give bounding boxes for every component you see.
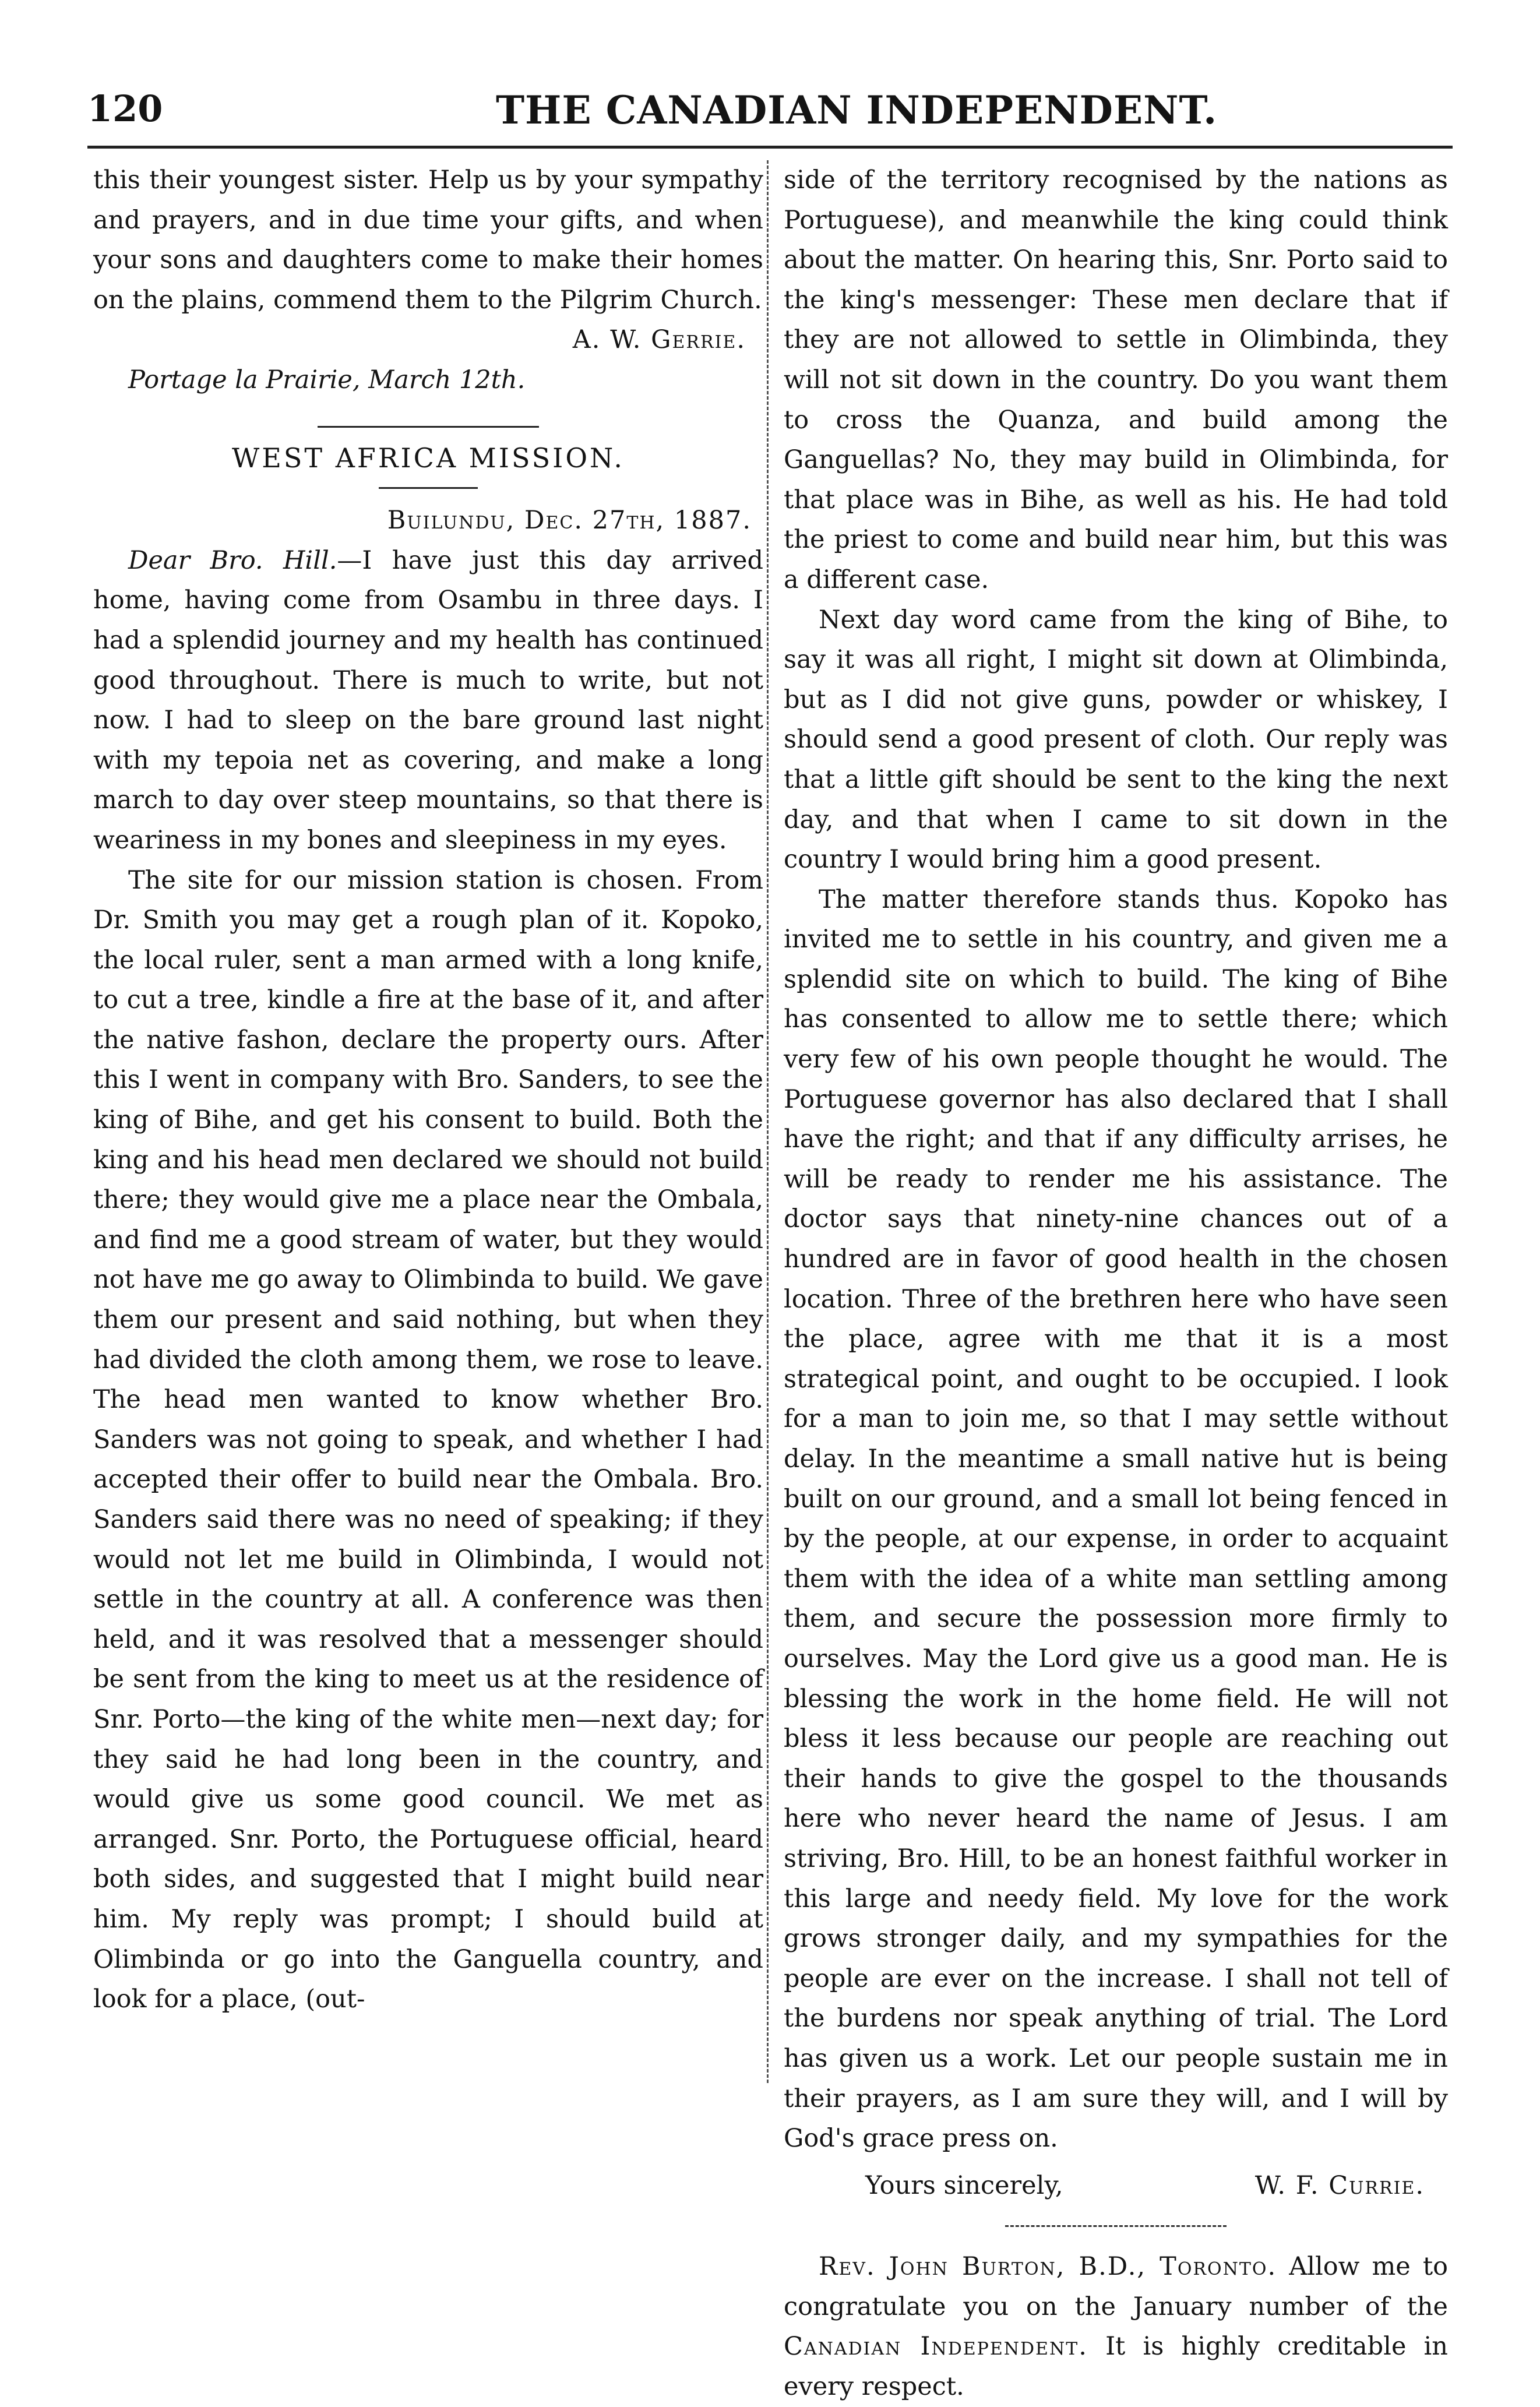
letter-paragraph: Next day word came from the king of Bihe, to say it was all right, I might sit down at Olimbinda, but as I did not give guns, powder or whiskey, I should send a good present of cloth. Our reply was that a little gift should be sent to the king the next day, and that when I came to sit down in the country I would bring him a good present. — [784, 605, 1448, 875]
letter-opening — [93, 541, 763, 861]
gerrie-place-date: Portage la Prairie, March 12th. — [128, 365, 526, 394]
left-column — [93, 160, 763, 2020]
letter-dateline: Builundu, Dec. 27th, 1887. — [387, 506, 752, 535]
section-title: WEST AFRICA MISSION. — [232, 442, 625, 474]
closing-rule — [1005, 2225, 1227, 2227]
running-head: THE CANADIAN INDEPENDENT. — [495, 87, 1218, 133]
currie-signature: W. F. Currie. — [1254, 2170, 1425, 2200]
column-divider — [767, 160, 769, 2083]
page-number: 120 — [87, 87, 163, 130]
closing-phrase: Yours sincerely, — [865, 2170, 1063, 2200]
gerrie-letter-end: this their youngest sister. Help us by your sympathy and prayers, and in due time your gifts, and when your sons and daughters come to make their homes on the plains, commend them to the Pilgrim Church. — [93, 165, 763, 315]
notice-paragraph: Rev. John Burton, B.D., Toronto. Allow me to congratulate you on the January number of the Canadian Independent. It is highly creditable in every respect. — [784, 2252, 1449, 2402]
letter-paragraph: The site for our mission station is chosen. From Dr. Smith you may get a rough plan of it. Kopoko, the local ruler, sent a man armed with a long knife, to cut a tree, kindle a fire at the base of it, and after the native fashon, declare the property ours. After this I went in company with Bro. Sanders, to see the king of Bihe, and get his consent to build. Both the king and his head men declared we should not build there; they would give me a place near the Ombala, and find me a good stream of water, but they would not have me go away to Olimbinda to build. We gave them our present and said nothing, but when they had divided the cloth among them, we rose to leave. The head men wanted to know whether Bro. Sanders was not going to speak, and whether I had accepted their offer to build near the Ombala. Bro. Sanders said there was no need of speaking; if they would not let me build in Olimbinda, I would not settle in the country at all. A conference was then held, and it was resolved that a messenger should be sent from the king to meet us at the residence of Snr. Porto—the king of the white men—next day; for they said he had long been in the country, and would give us some good council. We met as arranged. Snr. Porto, the Portuguese official, heard both sides, and suggested that I might build near him. My reply was prompt; I should build at Olimbinda or go into the Ganguella country, and look for a place, (out- — [93, 865, 763, 2014]
section-rule — [318, 426, 539, 428]
letter-opening-text: —I have just this day arrived home, having come from Osambu in three days. I had a splendid journey and my health has continued good throughout. There is much to write, but not now. I had to sleep on the bare ground last night with my tepoia net as covering, and make a long march to day over steep mountains, so that there is weariness in my bones and sleepiness in my eyes. — [93, 545, 763, 855]
letter-paragraph: The matter therefore stands thus. Kopoko has invited me to settle in his country, and given me a splendid site on which to build. The king of Bihe has consented to allow me to settle there; which very few of his own people thought he would. The Portuguese governor has also declared that I shall have the right; and that if any difficulty arrises, he will be ready to render me his assistance. The doctor says that ninety-nine chances out of a hundred are in favor of good health in the chosen location. Three of the brethren here who have seen the place, agree with me that it is a most strategical point, and ought to be occupied. I look for a man to join me, so that I may settle without delay. In the meantime a small native hut is being built on our ground, and a small lot being fenced in by the people, at our expense, in order to acquaint them with the idea of a white man settling among them, and secure the possession more firmly to ourselves. May the Lord give us a good man. He is blessing the work in the home field. He will not bless it less because our people are reaching out their hands to give the gospel to the thousands here who never heard the name of Jesus. I am striving, Bro. Hill, to be an honest faithful worker in this large and needy field. My love for the work grows stronger daily, and my sympathies for the people are ever on the increase. I shall not tell of the burdens nor speak anything of trial. The Lord has given us a work. Let our people sustain me in their prayers, as I am sure they will, and I will by God's grace press on. — [784, 884, 1448, 2154]
gerrie-signature: A. W. Gerrie. — [572, 325, 746, 355]
right-column — [784, 160, 1448, 2407]
letter-paragraph-continued: side of the territory recognised by the nations as Portuguese), and meanwhile the king could think about the matter. On hearing this, Snr. Porto said to the king's messenger: These men declare that if they are not allowed to settle in Olimbinda, they will not sit down in the country. Do you want them to cross the Quanza, and build among the Ganguellas? No, they may build in Olimbinda, for that place was in Bihe, as well as his. He had told the priest to come and build near him, but this was a different case. — [784, 165, 1448, 594]
salutation: Dear Bro. Hill. — [128, 545, 337, 575]
section-short-rule — [379, 487, 478, 489]
journal-name: Canadian Independent. — [784, 2332, 1088, 2362]
header-rule — [87, 146, 1453, 149]
notice-name: Rev. John Burton, B.D., Toronto. — [819, 2252, 1277, 2282]
letter-closing — [784, 2166, 1448, 2206]
